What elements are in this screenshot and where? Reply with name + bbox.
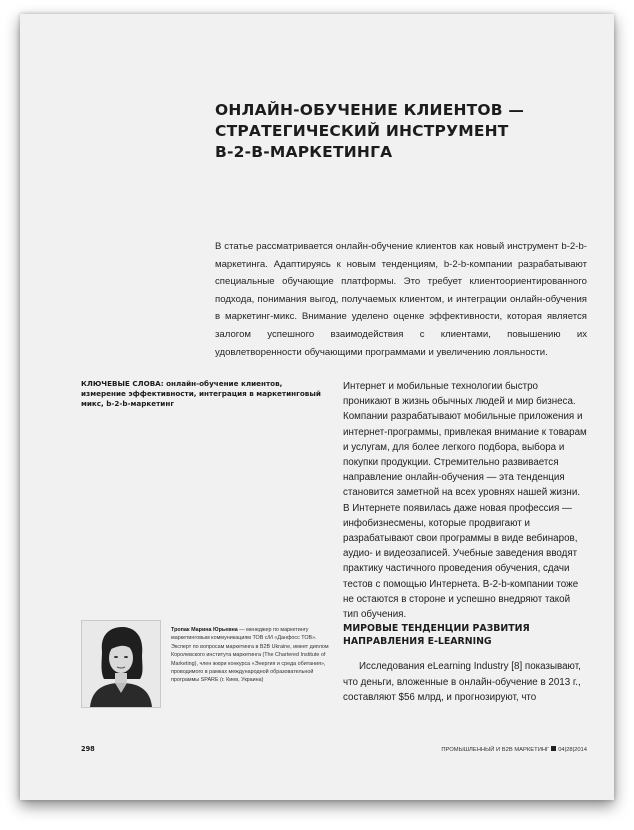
body-paragraph: Интернет и мобильные технологии быстро проникают в жизнь обычных людей и мир бизнеса. Компании разрабатывают мобильные приложения и интернет-программы, привлекая внимание к товарам и услугам, для более легкого подбора, выбора и покупки продукции. Стремительно развивается направление онлайн-обучения — эта тенденция становится заметной на всех уровнях нашей жизни. В Интернете появилась даже новая профессия — инфобизнесмены, которые продвигают и разрабатывают свои программы в виде вебинаров, аудио- и видеозаписей. Учебные заведения вводят практику частичного проведения обучения, сдачи тестов с помощью Интернета. B-2-b-компании тоже не остаются в стороне и успешно внедряют такой тип обучения.: [343, 381, 587, 621]
article-title: [215, 100, 585, 163]
article-title-line-1: ОНЛАЙН-ОБУЧЕНИЕ КЛИЕНТОВ —: [215, 101, 525, 119]
section-heading-line-1: МИРОВЫЕ ТЕНДЕНЦИИ РАЗВИТИЯ: [343, 623, 530, 634]
section-heading: [343, 622, 587, 648]
running-footer: [411, 746, 587, 753]
article-abstract: В статье рассматривается онлайн-обучение клиентов как новый инструмент b-2-b-маркетинга. Адаптируясь к новым тенденциям, b-2-b-компании разрабатывают специальные обучающие платформы. Это требует клиентоориентированного подхода, понимания выгод, получаемых клиентом, и интеграции онлайн-обучения в маркетинг-микс. Внимание уделено оценке эффективности, которая является залогом успешного взаимодействия с клиентами, повышению их удовлетворенности обучающими программами и увеличению лояльности.: [215, 241, 587, 358]
section-paragraph: Исследования eLearning Industry [8] показывают, что деньги, вложенные в онлайн-обучение в 2013 г., составляют $56 млрд, и прогнозируют, что: [343, 661, 581, 704]
journal-name: ПРОМЫШЛЕННЫЙ И B2B МАРКЕТИНГ: [441, 747, 550, 753]
article-title-line-2: СТРАТЕГИЧЕСКИЙ ИНСТРУМЕНТ: [215, 122, 509, 140]
author-bio: [171, 626, 329, 685]
author-description: — менеджер по маркетингу маркетинговым коммуникациям ТОВ с/И «Данфосс ТОВ». Эксперт по вопросам маркетинга в B2B Ukraine, имеет диплом Королевского института маркетинга (The Chartered Institute of Marketing), член жюри конкурса «Энергия и среда обитания», проводимого в рамках международной образовательной программы SPARE (г. Киев, Украина): [171, 627, 329, 684]
page-number: 298: [81, 745, 95, 753]
issue-number: 04|28|2014: [558, 747, 587, 753]
author-name: Тропак Марина Юрьевна: [171, 627, 238, 633]
author-photo: [81, 620, 161, 708]
section-heading-line-2: НАПРАВЛЕНИЯ E-LEARNING: [343, 636, 492, 647]
journal-page: [20, 14, 614, 800]
square-icon: [551, 746, 556, 751]
article-title-line-3: B-2-B-МАРКЕТИНГА: [215, 143, 393, 161]
keywords: КЛЮЧЕВЫЕ СЛОВА: онлайн-обучение клиентов, измерение эффективности, интеграция в маркетинговый микс, b-2-b-маркетинг: [81, 379, 321, 408]
author-portrait-icon: [82, 621, 160, 707]
